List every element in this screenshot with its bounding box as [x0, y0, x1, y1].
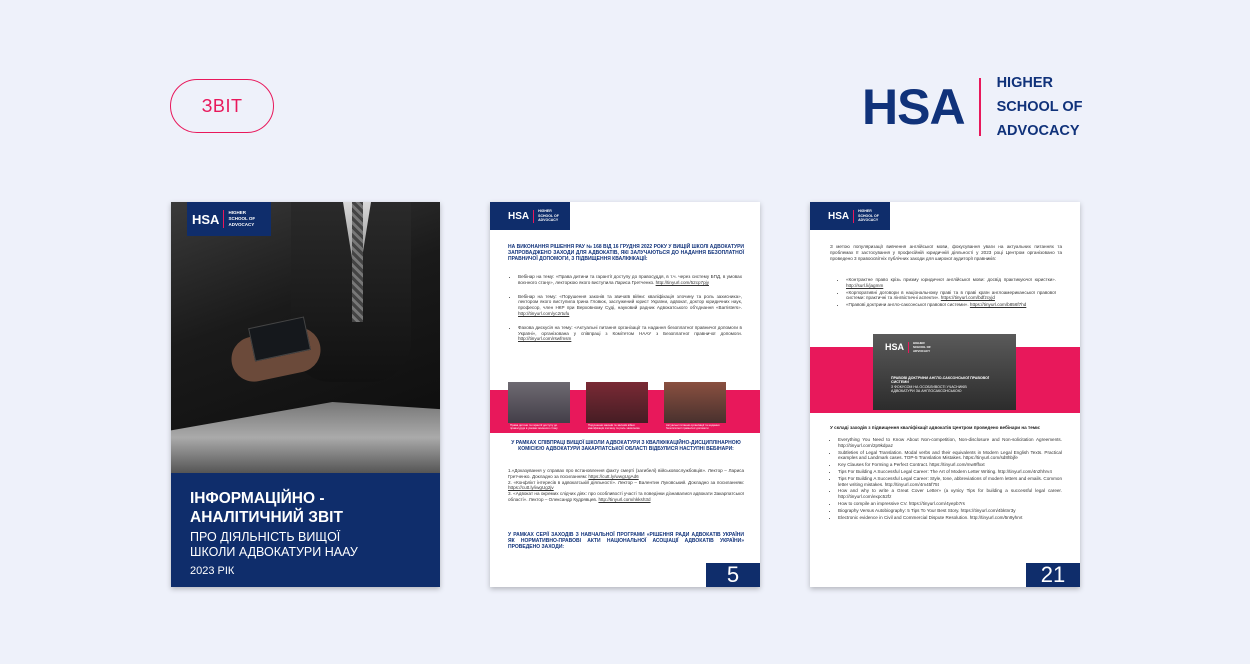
item-link[interactable]: https://cutt.ly/iwgUg2jv	[508, 485, 554, 491]
logo-line3: ADVOCACY	[996, 123, 1080, 139]
mini-logo-wordmark	[538, 209, 559, 223]
mini-logo-line1: HIGHER	[913, 341, 925, 345]
webinar-list-item[interactable]: • Subtleties of Legal Translation. Modal verbs and their equivalents in Modern Legal English Texts. Practical examples and Landmark cases. TOP-5 Translation Mistakes. https://tinyurl.com/sd8hbjfe	[838, 450, 1062, 462]
webinar-thumbnail[interactable]	[586, 382, 648, 432]
page21-bullet	[846, 277, 1056, 289]
mini-logo-line2: SCHOOL OF	[538, 213, 559, 218]
item-text: 3. «Адвокат на окремих слідчих діях: про особливості участі та поведінки дізнавалися адвокати Закарпатської області». Лектор – Олександр Кудрявцев.	[508, 491, 744, 502]
logo-abbr: HSA	[862, 79, 965, 135]
bullet-text: «Контрактне право крізь призму юридичної англійської мови: досвід практикуючої юристки».	[846, 277, 1056, 282]
webinar-list-item[interactable]: • Biography Versus Autobiography: 5 Tips To Your Best Story. https://tinyurl.com/4bktnr3y	[838, 508, 1062, 514]
bullet-link[interactable]: http://tinyurl.com/rswfmsm	[518, 336, 572, 342]
logo-wordmark	[997, 71, 1083, 143]
page21-intro: З метою популяризації вивчення англійської мови, фокусування уваги на актуальних питаннях та проблемах її застосування у професійній юридичній діяльності у 2023 році Центром організовано та проведено 3 правоосвітніх публічних заходи для широкої аудиторії правників:	[830, 244, 1062, 261]
webinar-list-item[interactable]: • How and why to write a Great Cover Letter» (a купісу Tips for building a successful legal career. http://tinyurl.com/expc52fz	[838, 488, 1062, 500]
mini-logo-abbr: HSA	[508, 210, 530, 222]
photo-tie	[352, 202, 363, 322]
cover-title-line1: ІНФОРМАЦІЙНО -	[190, 490, 325, 507]
video-title	[891, 376, 991, 394]
bullet-link[interactable]: http://tinyurl.com/yc2rtufu	[518, 310, 570, 316]
webinar-thumbnail[interactable]	[508, 382, 570, 432]
video-subtitle: З ФОКУСОМ НА ОСОБЛИВОСТІ УЧАСНИКІВ АДВОКАТУРИ ЗА АНГЛОСАКСОНСЬКОЮ	[891, 384, 967, 394]
item-link[interactable]: https://cutt.ly/wwgUgAd6	[588, 473, 639, 479]
page21-bullets	[838, 277, 1056, 309]
mini-logo-wordmark	[228, 210, 255, 228]
bullet-text: «Правові доктрини англо-саксонської правової системи».	[846, 302, 969, 308]
bullet-link[interactable]: https://tinyurl.com/b856f7hd	[969, 302, 1027, 308]
page5-heading3: У РАМКАХ СЕРІЇ ЗАХОДІВ З НАВЧАЛЬНОЇ ПРОГРАМИ «РІШЕННЯ РАДИ АДВОКАТІВ УКРАЇНИ ЯК НОРМАТИВНО-ПРАВОВІ АКТИ НАЦІОНАЛЬНОЇ АСОЦІАЦІЇ АДВОКАТІВ УКРАЇНИ» ПРОВЕДЕНО ЗАХОДИ:	[508, 532, 744, 550]
mini-logo-line1: HIGHER	[228, 210, 246, 215]
page-number: 21	[1026, 563, 1080, 587]
mini-logo-abbr: HSA	[828, 210, 850, 222]
page5-item	[508, 480, 744, 492]
mini-logo-divider	[533, 210, 534, 223]
mini-logo-line2: SCHOOL OF	[858, 213, 879, 218]
page5-logo	[490, 202, 570, 230]
cover-title-line2: АНАЛІТИЧНИЙ ЗВІТ	[190, 509, 343, 526]
photo-laptop	[171, 402, 440, 473]
page21-logo	[810, 202, 890, 230]
cover-subtitle-line1: ПРО ДІЯЛЬНІСТЬ ВИЩОЇ	[190, 530, 341, 544]
webinar-thumbnail[interactable]	[664, 382, 726, 432]
thumbnail-caption: Права дитини та гарантії доступу до правосуддя в умовах воєнного стану	[508, 423, 570, 432]
mini-logo-line3: ADVOCACY	[913, 349, 931, 353]
logo-divider	[979, 78, 981, 136]
webinar-list-item[interactable]: • Everything You Need to Know About Non-competition, Non-disclosure and Non-solicitation Agreements. http://tinyurl.com/2p9kdpaz	[838, 437, 1062, 449]
page5-bullet	[518, 294, 742, 317]
bullet-text: Вебінар на тему: «Порушення законів та звичаїв війни: кваліфікація злочину та роль захисника», лектором якого виступила Ірина Гловюк, заслужений юрист України, адвокат, доктор юридичних наук, професор, член НКР при Верховному Суді, науковий радник Адвокатського об'єднання «Barristers».	[518, 293, 742, 311]
mini-logo-line1: HIGHER	[538, 209, 552, 214]
page5-items	[508, 468, 744, 503]
cover-year: 2023 РІК	[190, 565, 235, 577]
page21-webinar-list	[830, 437, 1062, 521]
page-5[interactable]	[490, 202, 760, 587]
mini-logo-divider	[853, 210, 854, 223]
mini-logo-line3: ADVOCACY	[858, 218, 879, 223]
mini-logo-line2: SCHOOL OF	[913, 345, 931, 349]
logo-line2: SCHOOL OF	[996, 99, 1083, 115]
thumbnail-caption: Порушення законів та звичаїв війни: кваліфікація злочину та роль захисника	[586, 423, 648, 432]
mini-logo-wordmark	[913, 341, 931, 353]
mini-logo-line2: SCHOOL OF	[228, 216, 256, 221]
mini-logo-line1: HIGHER	[858, 209, 872, 214]
bullet-text: Вебінар на тему: «Права дитини та гарантії доступу до правосуддя, в т.ч. через систему БПД, в умовах воєнного стану», лекторкою якого виступила Лариса Гретченко.	[518, 274, 742, 285]
webinar-list-item[interactable]: • Key Clauses for Forming a Perfect Contract. https://tinyurl.com/mw9ffxxt	[838, 462, 1062, 468]
page5-item	[508, 491, 744, 503]
mini-logo-line3: ADVOCACY	[538, 218, 559, 223]
page21-bullet	[846, 290, 1056, 302]
item-text: 1.«Доказування у справах про встановлення факту смерті (загибелі) військовослужбовців». Лектор – Лариса Гретченко. Докладно за посиланням:	[508, 468, 744, 479]
item-text: 2. «Конфлікт інтересів в адвокатській діяльності». Лектор – Валентин Луковський. Докладно за посиланням:	[508, 479, 744, 485]
video-title-text: ПРАВОВІ ДОКТРИНИ АНГЛО-САКСОНСЬКОЇ ПРАВОВОЇ СИСТЕМИ	[891, 376, 989, 385]
page-number: 5	[706, 563, 760, 587]
report-badge-label: ЗВІТ	[201, 95, 243, 116]
bullet-link[interactable]: http://tinyurl.com/52cp7pjy	[655, 279, 709, 285]
page5-heading: НА ВИКОНАННЯ РІШЕННЯ РАУ № 168 ВІД 16 ГРУДНЯ 2022 РОКУ У ВИЩІЙ ШКОЛІ АДВОКАТУРИ ЗАПРОВАДЖЕНО ЗАХОДИ ДЛЯ АДВОКАТІВ, ЯКІ ЗАЛУЧАЮТЬСЯ ДО НАДАННЯ БЕЗОПЛАТНОЇ ПРАВНИЧОЇ ДОПОМОГИ, З ПІДВИЩЕННЯ КВАЛІФІКАЦІЇ:	[508, 244, 744, 262]
cover-title	[190, 489, 343, 527]
cover-page[interactable]	[171, 202, 440, 587]
video-thumbnail[interactable]	[873, 334, 1016, 410]
mini-logo-abbr: HSA	[885, 342, 905, 352]
bullet-text: Фахова дискусія на тему: «Актуальні питання організації та надання безоплатної правничої допомоги в Україні», організована у співпраці з Комітетом НААУ з Безоплатної правничої допомоги.	[518, 324, 742, 336]
page5-bullet	[518, 325, 742, 342]
page21-bullet	[846, 302, 1056, 308]
cover-photo	[171, 202, 440, 473]
thumbnail-caption: Актуальні питання організації та надання безоплатної правничої допомоги	[664, 423, 726, 432]
cover-subtitle	[190, 530, 358, 560]
page-21[interactable]	[810, 202, 1080, 587]
report-badge[interactable]	[170, 79, 274, 133]
item-link[interactable]: http://tinyurl.com/nkksh3d	[598, 496, 651, 502]
cover-subtitle-line2: ШКОЛИ АДВОКАТУРИ НААУ	[190, 545, 358, 559]
page5-bullets	[510, 274, 742, 343]
mini-logo-divider	[908, 342, 909, 353]
cover-logo	[187, 202, 271, 236]
page21-heading: У складі заходів з підвищення кваліфікації адвокатів Центром проведено вебінари на теми:	[830, 425, 1041, 430]
hsa-logo	[862, 76, 1083, 138]
bullet-link[interactable]: http://surl.li/jagmm	[846, 282, 884, 288]
bullet-text: «Корпоративні договори в національному праві та в праві країн англоамериканської правової системи: практичні та лінгвістичні аспекти».	[846, 289, 1056, 301]
mini-logo-line3: ADVOCACY	[228, 222, 255, 227]
page5-item	[508, 468, 744, 480]
webinar-list-item[interactable]: • Tips For Building A Successful Legal Career: The Art of Modern Letter Writing. http://tinyurl.com/4n2hhrv4	[838, 469, 1062, 475]
logo-line1: HIGHER	[996, 75, 1053, 91]
mini-logo-abbr: HSA	[192, 211, 220, 227]
mini-logo-wordmark	[858, 209, 879, 223]
webinar-list-item[interactable]: • Tips For Building A Successful Legal Career: Style, tone, abbreviations of modern letters and emails. Common letter writing mistakes. http://tinyurl.com/4m45f75t	[838, 476, 1062, 488]
video-logo	[885, 341, 931, 353]
webinar-list-item[interactable]: • Electronic evidence in Civil and Commercial Dispute Resolution. http://tinyurl.com/5n9yhrvt	[838, 515, 1062, 521]
bullet-link[interactable]: https://tinyurl.com/bdfzcyjd	[940, 295, 995, 301]
page5-bullet	[518, 274, 742, 286]
page5-heading2: У РАМКАХ СПІВПРАЦІ ВИЩОЇ ШКОЛИ АДВОКАТУРИ З КВАЛІФІКАЦІЙНО-ДИСЦИПЛІНАРНОЮ КОМІСІЄЮ АДВОКАТУРИ ЗАКАРПАТСЬКОЇ ОБЛАСТІ ВІДБУЛИСЯ НАСТУПНІ ВЕБІНАРИ:	[511, 440, 741, 452]
mini-logo-divider	[223, 210, 224, 228]
webinar-list-item[interactable]: • How to compile an impressive CV. https://tinyurl.com/4yepb7rs	[838, 501, 1062, 507]
